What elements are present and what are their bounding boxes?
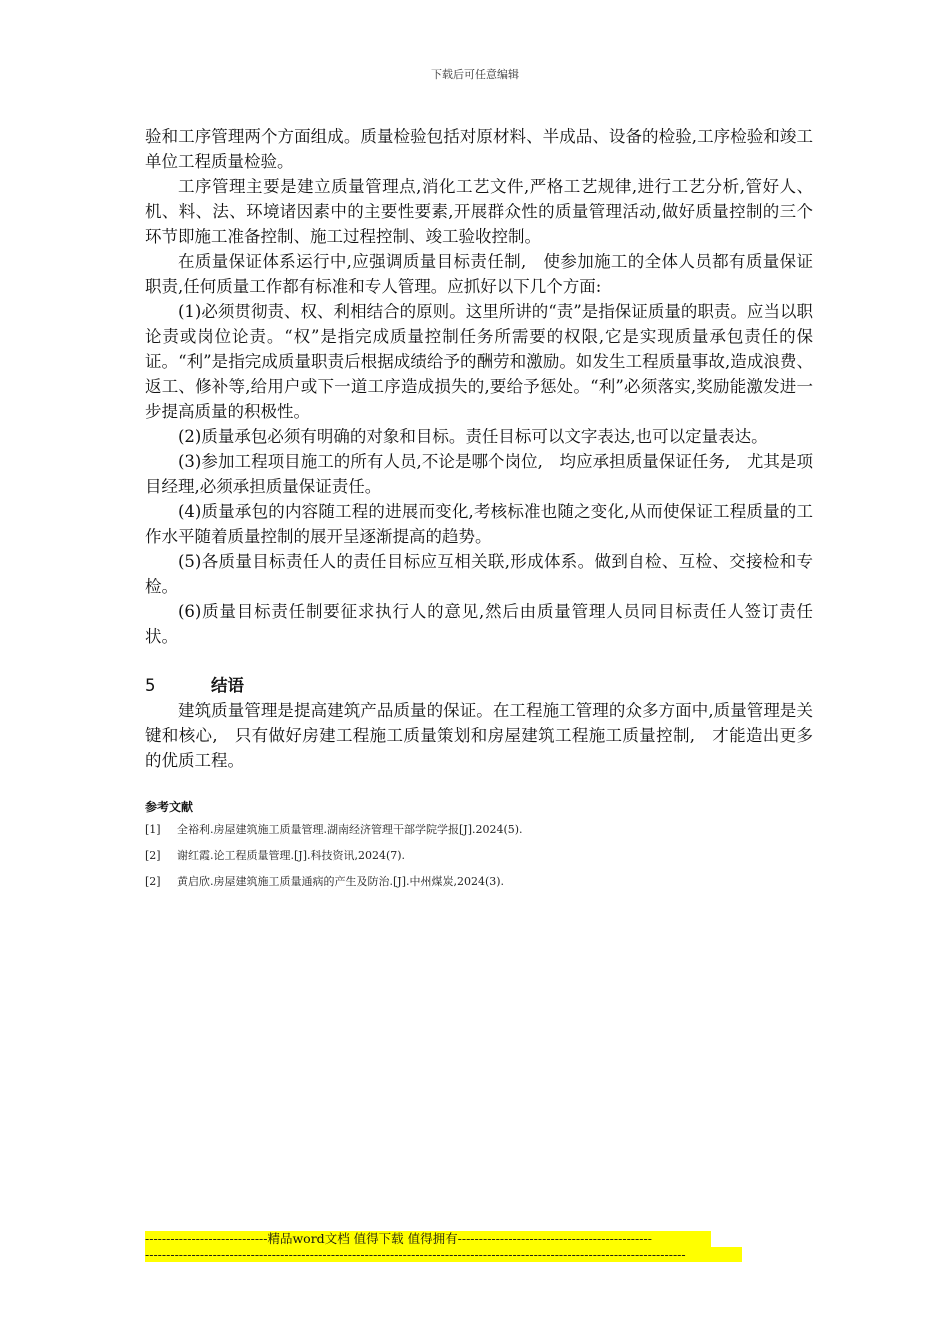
paragraph: 工序管理主要是建立质量管理点,消化工艺文件,严格工艺规律,进行工艺分析,管好人、机、料、法、环境诸因素中的主要性要素,开展群众性的质量管理活动,做好质量控制的三个环节即施工准备控制、施工过程控制、竣工验收控制。 <box>145 177 813 246</box>
paragraph: (1)必须贯彻责、权、利相结合的原则。这里所讲的“责”是指保证质量的职责。应当以职论责或岗位论责。“权”是指完成质量控制任务所需要的权限,它是实现质量承包责任的保证。“利”是指完成质量职责后根据成绩给予的酬劳和激励。如发生工程质量事故,造成浪费、返工、修补等,给用户或下一道工序造成损失的,要给予惩处。“利”必须落实,奖励能激发进一步提高质量的积极性。 <box>145 302 813 421</box>
references-title: 参考文献 <box>145 800 194 814</box>
reference-item <box>145 843 813 869</box>
section-title: 结语 <box>211 676 244 695</box>
page-footer <box>145 1231 742 1262</box>
conclusion-paragraph: 建筑质量管理是提高建筑产品质量的保证。在工程施工管理的众多方面中,质量管理是关键和核心, 只有做好房建工程施工质量策划和房屋建筑工程施工质量控制, 才能造出更多的优质工程。 <box>145 701 813 770</box>
reference-item <box>145 869 813 895</box>
page-header: 下载后可任意编辑 <box>431 68 519 81</box>
references-list <box>145 817 813 895</box>
paragraph: (4)质量承包的内容随工程的进展而变化,考核标准也随之变化,从而使保证工程质量的工作水平随着质量控制的展开呈逐渐提高的趋势。 <box>145 502 813 546</box>
reference-text: 全裕利.房屋建筑施工质量管理.湖南经济管理干部学院学报[J].2024(5). <box>177 823 523 836</box>
footer-banner-line: -----------------------------精品word文档 值得下载 值得拥有---------------------------------------------- <box>145 1231 711 1247</box>
reference-text: 谢红霞.论工程质量管理.[J].科技资讯,2024(7). <box>177 849 406 862</box>
section-heading <box>145 673 813 698</box>
footer-dash-line: -------------------------------------------------------------------------------------------------------------------------------- <box>145 1247 742 1263</box>
paragraph: (2)质量承包必须有明确的对象和目标。责任目标可以文字表达,也可以定量表达。 <box>178 427 768 446</box>
paragraph: 验和工序管理两个方面组成。质量检验包括对原材料、半成品、设备的检验,工序检验和竣工单位工程质量检验。 <box>145 127 813 171</box>
paragraph: (5)各质量目标责任人的责任目标应互相关联,形成体系。做到自检、互检、交接检和专检。 <box>145 552 813 596</box>
reference-item <box>145 817 813 843</box>
paragraph: 在质量保证体系运行中,应强调质量目标责任制, 使参加施工的全体人员都有质量保证职责,任何质量工作都有标准和专人管理。应抓好以下几个方面: <box>145 252 813 296</box>
reference-text: 黄启欣.房屋建筑施工质量通病的产生及防治.[J].中州煤炭,2024(3). <box>177 875 505 888</box>
reference-number: [2] <box>145 849 161 862</box>
reference-number: [1] <box>145 823 161 836</box>
document-body <box>145 124 813 895</box>
reference-number: [2] <box>145 875 161 888</box>
paragraph: (6)质量目标责任制要征求执行人的意见,然后由质量管理人员同目标责任人签订责任状。 <box>145 602 813 646</box>
paragraph: (3)参加工程项目施工的所有人员,不论是哪个岗位, 均应承担质量保证任务, 尤其是项目经理,必须承担质量保证责任。 <box>145 452 813 496</box>
section-number: 5 <box>145 676 156 695</box>
